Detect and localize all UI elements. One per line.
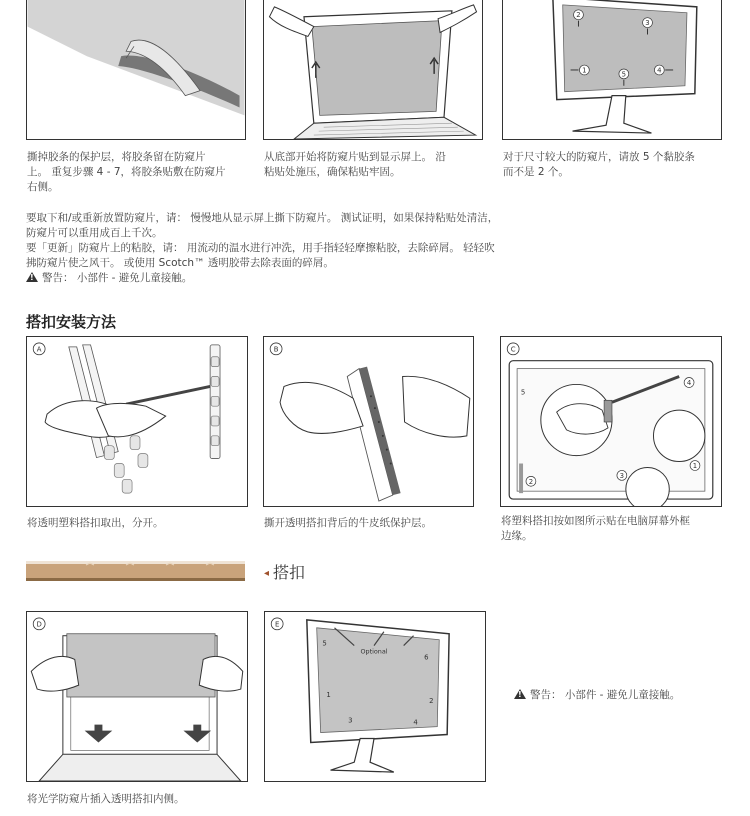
instruction-line-1: 要取下和/或重新放置防窥片，请： 慢慢地从显示屏上撕下防窥片。 测试证明，如果保持粘贴处清洁， — [26, 212, 499, 224]
e-label-5: 5 — [322, 639, 327, 648]
monitor-strips-illustration — [503, 0, 721, 139]
step-c-panel — [500, 336, 722, 507]
step-e-panel — [264, 611, 486, 782]
top-panel-3 — [502, 0, 722, 140]
step-d-caption: 将光学防窥片插入透明搭扣内侧。 — [27, 793, 185, 805]
e-label-6: 6 — [424, 653, 429, 662]
top-panel-2 — [263, 0, 483, 140]
monitor-clip-positions-illustration — [265, 612, 485, 781]
top-caption-2: 从底部开始将防窥片贴到显示屏上。 沿 粘贴处施压，确保粘贴牢固。 — [264, 151, 446, 178]
monitor-label-4: 4 — [657, 66, 662, 75]
step-d-letter: D — [36, 620, 42, 629]
top-caption-3: 对于尺寸较大的防窥片，请放 5 个黏胶条 而不是 2 个。 — [503, 151, 695, 178]
triangle-pointer-icon: ◂ — [264, 568, 270, 579]
step-b-caption: 撕开透明搭扣背后的牛皮纸保护层。 — [264, 517, 432, 529]
instruction-line-3: 要「更新」防窥片上的粘胶，请： 用流动的温水进行冲洗，用手指轻轻摩擦粘胶，去除碎屑。 轻轻吹 — [26, 242, 495, 254]
top-panel-1 — [26, 0, 246, 140]
step-a-caption: 将透明塑料搭扣取出，分开。 — [27, 517, 164, 529]
step-b-letter: B — [273, 345, 279, 354]
attach-clip-illustration — [501, 337, 721, 506]
monitor-label-2: 2 — [576, 11, 581, 20]
c-label-2: 2 — [528, 477, 534, 486]
step-c-letter: C — [510, 345, 516, 354]
e-label-2: 2 — [429, 696, 434, 705]
c-label-1: 1 — [692, 461, 698, 470]
e-label-1: 1 — [326, 690, 331, 699]
warning-icon — [26, 272, 38, 282]
step-a-panel — [26, 336, 248, 507]
e-optional-label: Optional — [360, 647, 388, 656]
peel-strip-illustration — [27, 0, 245, 139]
laptop-apply-illustration — [264, 0, 482, 139]
e-label-3: 3 — [348, 716, 353, 725]
step-b-panel — [263, 336, 474, 507]
c-label-4: 4 — [686, 378, 692, 387]
instruction-line-4: 拂防窥片使之风干。 或使用 Scotch™ 透明胶带去除表面的碎屑。 — [26, 257, 334, 269]
e-label-4: 4 — [413, 718, 418, 727]
monitor-label-1: 1 — [582, 66, 587, 75]
warning-line — [26, 271, 192, 286]
monitor-label-5: 5 — [621, 70, 627, 79]
step-e-letter: E — [274, 620, 280, 629]
monitor-label-3: 3 — [645, 19, 650, 28]
insert-filter-illustration — [27, 612, 247, 781]
step-d-panel — [26, 611, 248, 782]
instruction-line-2: 防窥片可以重用成百上千次。 — [26, 227, 163, 239]
clip-separate-illustration — [27, 337, 247, 506]
clip-label-text: 搭扣 — [273, 563, 306, 582]
c-label-5: 5 — [520, 388, 526, 397]
peel-backing-illustration — [264, 337, 473, 506]
step-a-letter: A — [36, 345, 42, 354]
step-c-caption: 将塑料搭扣按如图所示贴在电脑屏幕外框 边缘。 — [501, 515, 690, 542]
section-title: 搭扣安装方法 — [26, 313, 117, 331]
warning-icon-2 — [514, 689, 526, 699]
warning-text: 警告： 小部件 - 避免儿童接触。 — [42, 272, 193, 284]
top-caption-1: 撕掉胶条的保护层，将胶条留在防窥片 上。 重复步骤 4 - 7，将胶条贴敷在防窥片 右侧。 — [27, 151, 226, 193]
warning-2-text: 警告： 小部件 - 避免儿童接触。 — [530, 689, 681, 701]
warning-2 — [514, 687, 680, 702]
clip-strip-image — [26, 561, 245, 581]
clip-label — [264, 560, 305, 583]
c-label-3: 3 — [619, 471, 625, 480]
